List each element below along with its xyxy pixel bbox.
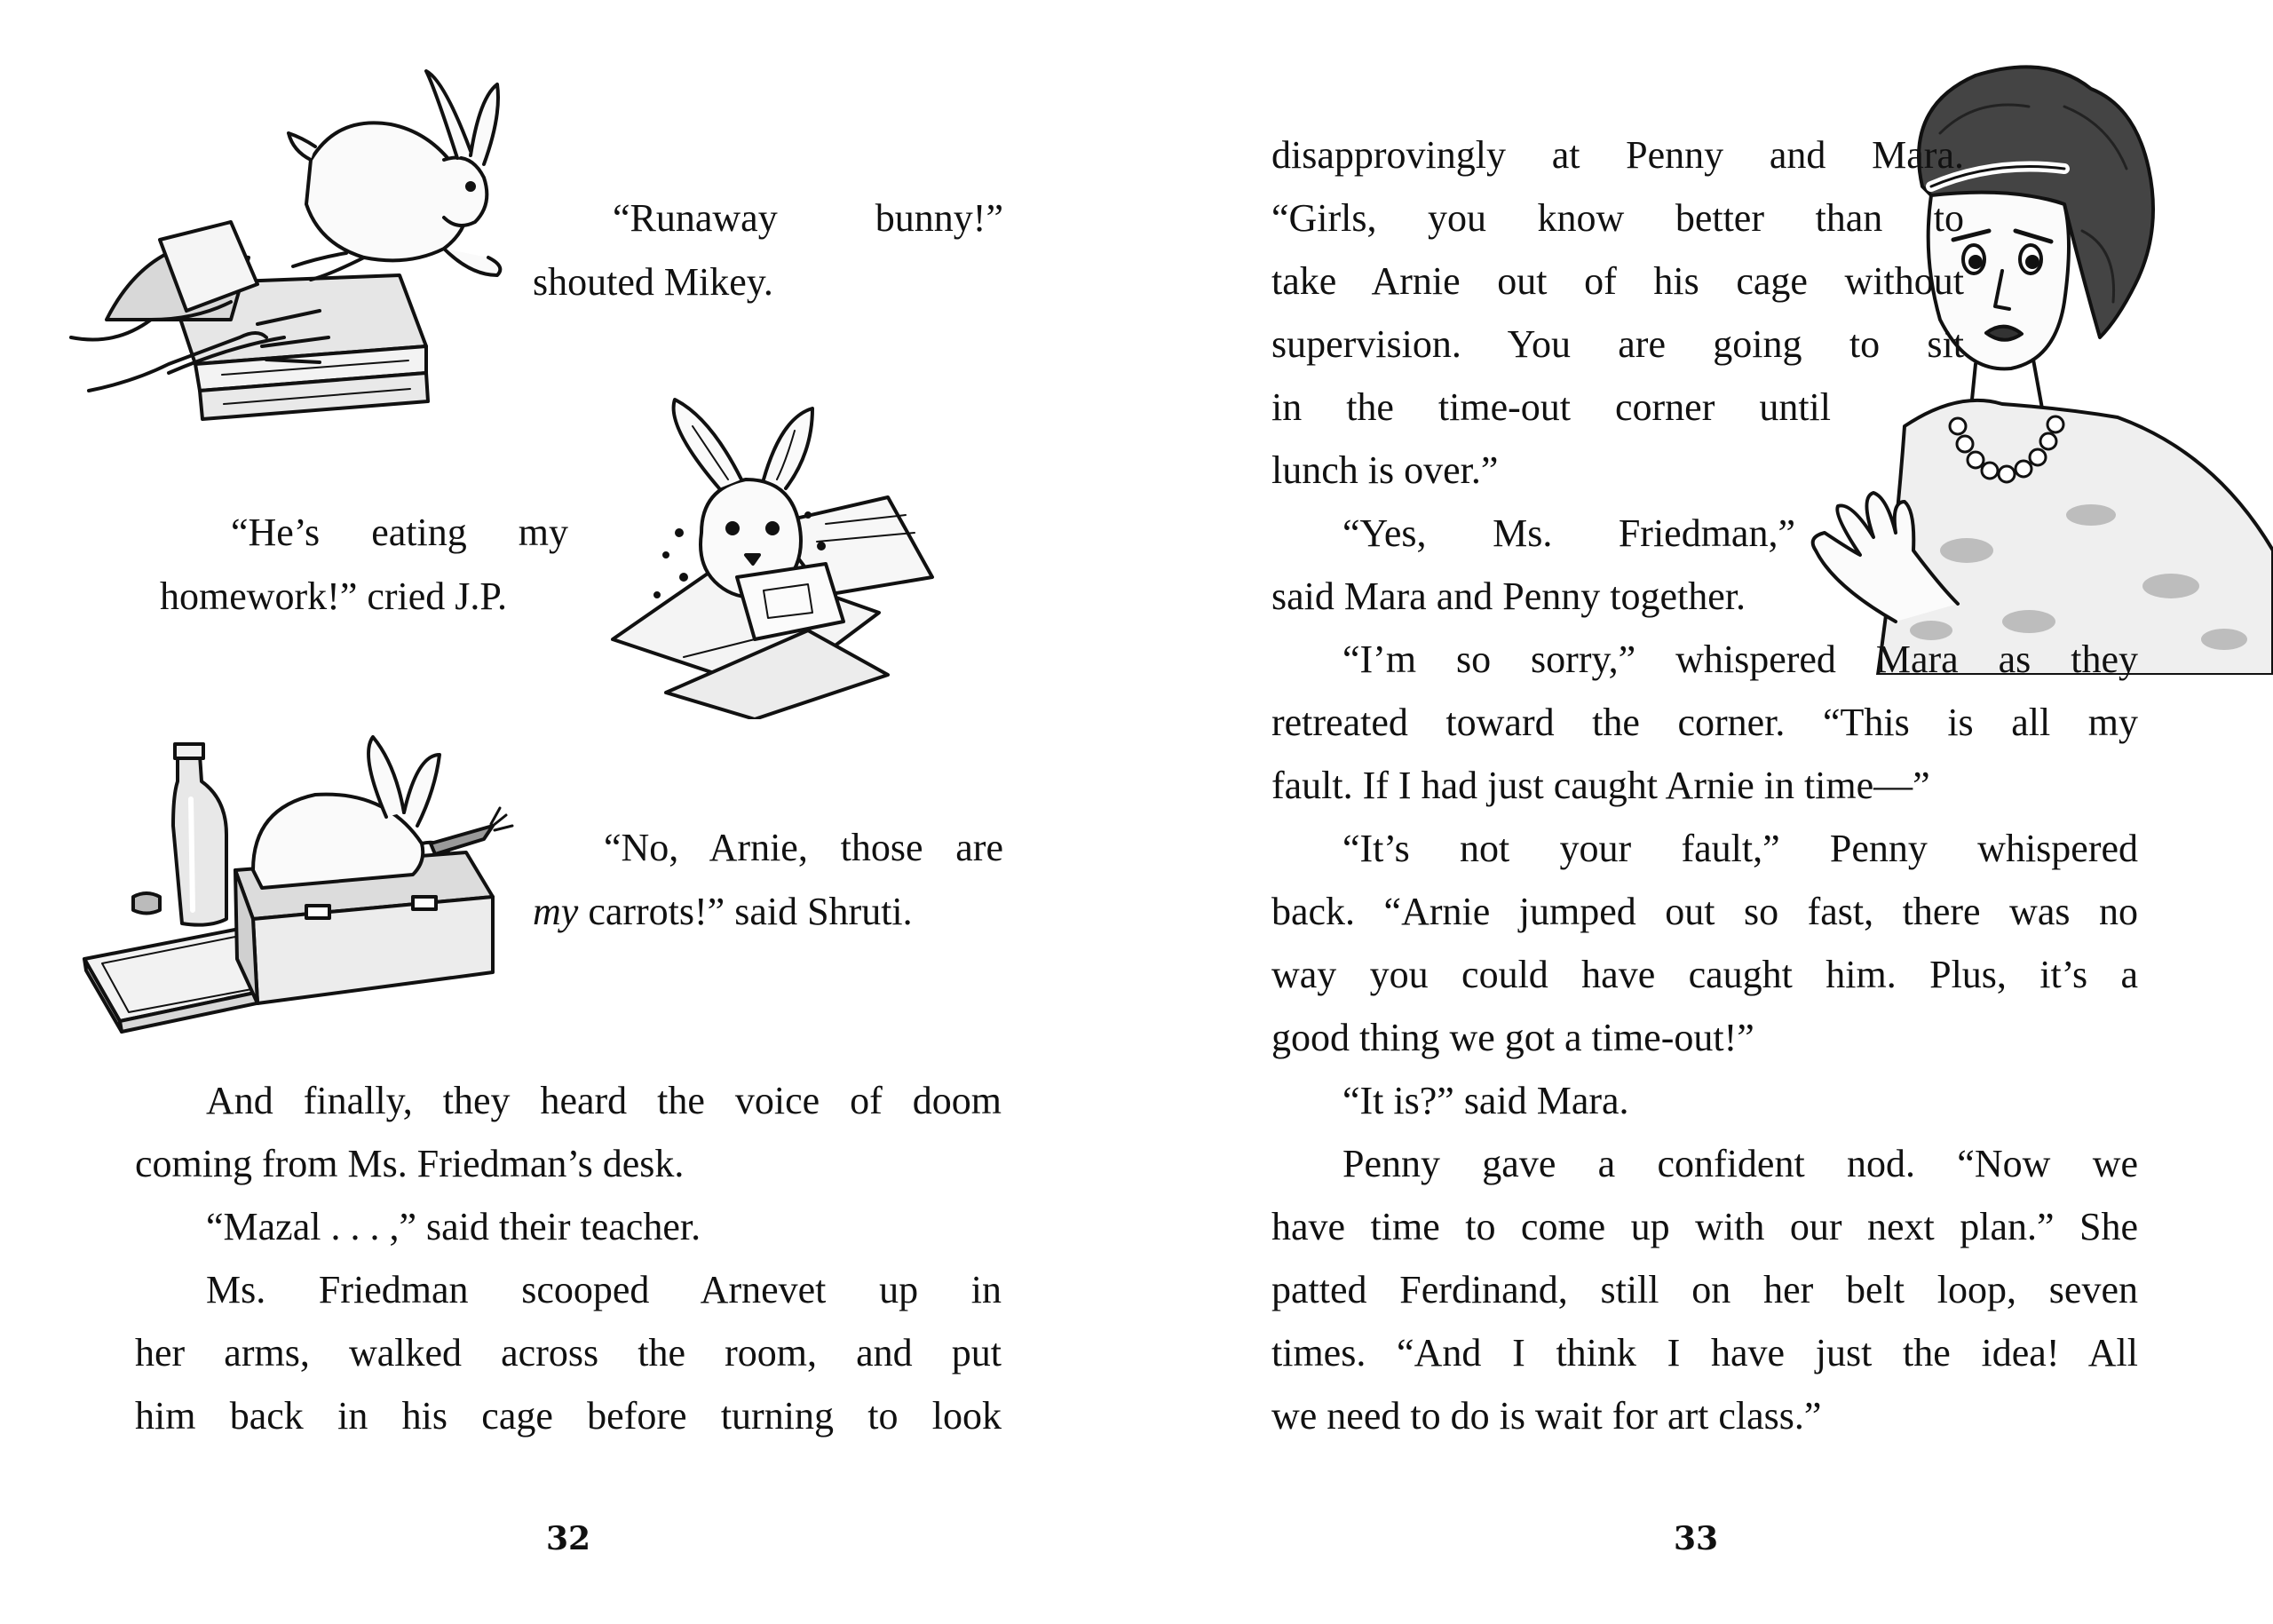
text-line: her arms, walked across the room, and put <box>135 1331 1002 1374</box>
caption-text: carrots!” said Shruti. <box>578 890 913 933</box>
text-line: have time to come up with our next plan.” She <box>1271 1205 2138 1248</box>
text-line: disapprovingly at Penny and Mara. <box>1271 133 1964 177</box>
text-line: him back in his cage before turning to look <box>135 1394 1002 1438</box>
emphasis-my: my <box>533 890 579 933</box>
right-page <box>1136 0 2273 1624</box>
left-body-text <box>135 1069 1002 1447</box>
caption-line: shouted Mikey. <box>533 260 773 304</box>
text-line: times. “And I think I have just the idea! All <box>1271 1331 2138 1374</box>
text-line: coming from Ms. Friedman’s desk. <box>135 1142 685 1185</box>
bunny-jumping-illustration <box>53 53 533 435</box>
text-line: back. “Arnie jumped out so fast, there was no <box>1271 890 2138 933</box>
caption-line: homework!” cried J.P. <box>160 574 508 618</box>
text-line: “It is?” said Mara. <box>1342 1079 1629 1122</box>
text-line: good thing we got a time-out!” <box>1271 1016 1754 1059</box>
text-line: Ms. Friedman scooped Arnevet up in <box>206 1268 1002 1311</box>
left-page <box>0 0 1136 1624</box>
caption-runaway-bunny <box>533 186 1003 314</box>
page-number-right: 33 <box>1673 1520 1719 1557</box>
text-line: fault. If I had just caught Arnie in time—” <box>1271 764 1930 807</box>
text-line: supervision. You are going to sit <box>1271 322 1964 366</box>
caption-eating-homework <box>160 501 568 629</box>
text-line: retreated toward the corner. “This is all my <box>1271 701 2138 744</box>
caption-line: “Runaway bunny!” <box>613 196 1003 240</box>
text-line: “I’m so sorry,” whispered Mara as they <box>1342 638 2138 681</box>
text-line: Penny gave a confident nod. “Now we <box>1342 1142 2138 1185</box>
text-line: take Arnie out of his cage without <box>1271 259 1964 303</box>
text-line: in the time-out corner until <box>1271 385 1831 429</box>
text-line: “Girls, you know better than to <box>1271 196 1964 240</box>
text-line: “It’s not your fault,” Penny whispered <box>1342 827 2138 870</box>
text-line: And finally, they heard the voice of doom <box>206 1079 1002 1122</box>
text-line: patted Ferdinand, still on her belt loop, seven <box>1271 1268 2138 1311</box>
caption-line: “No, Arnie, those are <box>604 826 1003 869</box>
bunny-lunchbox-illustration <box>75 719 568 1070</box>
caption-line <box>533 880 1003 944</box>
caption-carrots <box>533 816 1003 944</box>
text-line: lunch is over.” <box>1271 448 1499 492</box>
page-number-left: 32 <box>545 1520 591 1557</box>
text-line: said Mara and Penny together. <box>1271 574 1746 618</box>
text-line: “Mazal . . . ,” said their teacher. <box>206 1205 701 1248</box>
bunny-eating-homework-illustration <box>595 391 994 719</box>
text-line: “Yes, Ms. Friedman,” <box>1342 511 1795 555</box>
right-body-text <box>1271 123 2138 1447</box>
text-line: way you could have caught him. Plus, it’s a <box>1271 953 2138 996</box>
caption-line: “He’s eating my <box>231 511 568 554</box>
text-line: we need to do is wait for art class.” <box>1271 1394 1822 1438</box>
